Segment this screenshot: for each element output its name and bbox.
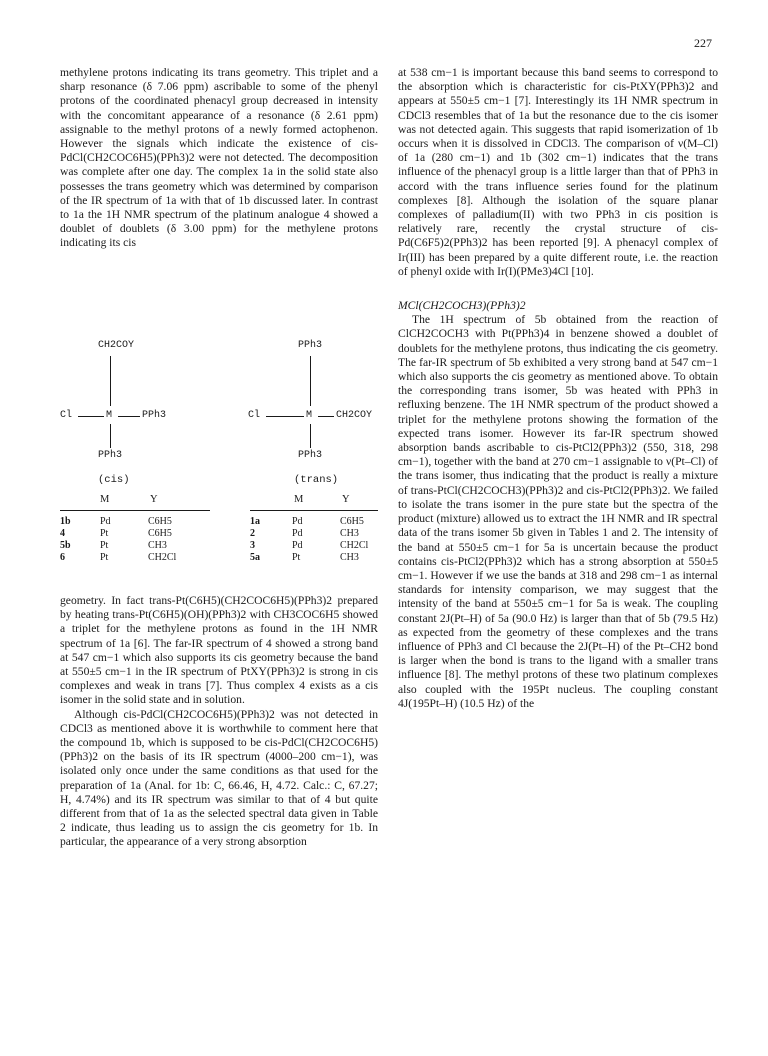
cis-row-1-id: 1b	[60, 516, 71, 527]
cis-metal: M	[106, 410, 113, 421]
section-heading: MCl(CH2COCH3)(PPh3)2	[398, 299, 526, 313]
cis-top-ligand: CH2COY	[98, 340, 135, 351]
cis-header-y: Y	[150, 494, 158, 505]
cis-row-2-m: Pt	[100, 528, 109, 539]
right-column	[398, 66, 718, 711]
trans-structure	[248, 340, 398, 460]
cis-row-4-id: 6	[60, 552, 65, 563]
trans-header-y: Y	[342, 494, 350, 505]
trans-right-ligand: CH2COY	[336, 410, 373, 421]
trans-bond-right	[318, 416, 334, 417]
trans-row-2-y: CH3	[340, 528, 359, 539]
cis-row-3-y: CH3	[148, 540, 167, 551]
cis-row-1-m: Pd	[100, 516, 111, 527]
trans-row-4-id: 5a	[250, 552, 260, 563]
trans-row-3-m: Pd	[292, 540, 303, 551]
cis-right-ligand: PPh3	[142, 410, 167, 421]
trans-row-1-y: C6H5	[340, 516, 364, 527]
trans-row-2-id: 2	[250, 528, 255, 539]
cis-row-2-id: 4	[60, 528, 65, 539]
left-paragraph-2: geometry. In fact trans-Pt(C6H5)(CH2COC6H5)(PPh3)2 prepared by heating trans-Pt(C6H5)(OH)(PPh3)2 with CH3COC6H5 showed a triplet for the methylene protons as found in the 1H NMR spectrum of 1a [6]. The far-IR spectrum of 4 showed a strong band at 547 cm−1 which also supports its cis geometry because the band at 550±5 cm−1 in the IR spectrum of PtXY(PPh3)2 is strong in cis complexes and weak in trans [7]. Thus complex 4 exists as a cis isomer in the solid state and in solution.	[60, 594, 378, 707]
trans-row-3-id: 3	[250, 540, 255, 551]
trans-bond-top	[310, 356, 311, 406]
trans-top-ligand: PPh3	[298, 340, 323, 351]
trans-row-4-y: CH3	[340, 552, 359, 563]
cis-row-4-m: Pt	[100, 552, 109, 563]
cis-bond-right	[118, 416, 140, 417]
trans-bond-left	[266, 416, 304, 417]
cis-table-rule	[60, 510, 210, 511]
left-paragraph-3: Although cis-PdCl(CH2COC6H5)(PPh3)2 was not detected in CDCl3 as mentioned above it is worthwhile to comment here that the compound 1b, which is supposed to be cis-PdCl(CH2COC6H5)(PPh3)2 on the basis of its IR spectrum (4000–200 cm−1), was isolated only once under the same conditions as that used for the preparation of 1a (Anal. for 1b: C, 66.46, H, 4.72. Calc.: C, 67.27; H, 4.74%) and its IR spectrum was similar to that of 4 but quite different from that of 1a as the selected spectral data given in Table 2 indicate, thus leading us to assign the cis geometry for 1b. In particular, the appearance of a very strong absorption	[60, 707, 378, 849]
trans-metal: M	[306, 410, 313, 421]
trans-table-rule	[250, 510, 378, 511]
cis-bond-left	[78, 416, 104, 417]
cis-left-ligand: Cl	[60, 410, 73, 421]
cis-caption: (cis)	[98, 474, 130, 486]
left-column	[60, 66, 378, 251]
trans-row-3-y: CH2Cl	[340, 540, 369, 551]
trans-row-2-m: Pd	[292, 528, 303, 539]
trans-left-ligand: Cl	[248, 410, 261, 421]
trans-row-4-m: Pt	[292, 552, 301, 563]
cis-row-3-m: Pt	[100, 540, 109, 551]
trans-caption: (trans)	[294, 474, 339, 486]
trans-bond-bottom	[310, 424, 311, 448]
trans-row-1-m: Pd	[292, 516, 303, 527]
cis-row-2-y: C6H5	[148, 528, 172, 539]
cis-row-4-y: CH2Cl	[148, 552, 177, 563]
cis-bond-top	[110, 356, 111, 406]
trans-row-1-id: 1a	[250, 516, 260, 527]
cis-row-1-y: C6H5	[148, 516, 172, 527]
trans-bottom-ligand: PPh3	[298, 450, 323, 461]
cis-bond-bottom	[110, 424, 111, 448]
left-paragraph-1: methylene protons indicating its trans geometry. This triplet and a sharp resonance (δ 7.06 ppm) ascribable to some of the phenyl protons of the coordinated phenacyl group decreased in intensity with the concomitant appearance of a resonance (δ 2.61 ppm) assignable to the methyl protons of a newly formed actophenon. However the signals which indicate the existence of cis-PdCl(CH2COC6H5)(PPh3)2 were not detected. The decomposition was complete after one day. The complex 1a in the solid state also possesses the trans geometry which was determined by comparison of the IR spectrum of 1a with that of 1b discussed later. In contrast to 1a the 1H NMR spectrum of the platinum analogue 4 showed a doublet of doublets (δ 3.00 ppm) for the methylene protons indicating its cis	[60, 66, 378, 250]
right-paragraph-2: The 1H spectrum of 5b obtained from the reaction of ClCH2COCH3 with Pt(PPh3)4 in benzene showed a doublet of doublets for the methylene protons, thus indicating the cis geometry. The far-IR spectrum of 5b exhibited a very strong band at 547 cm−1 which also supports the cis geometry as mentioned above. To obtain the corresponding trans isomer, 5b was heated with PPh3 in refluxing benzene. The 1H NMR spectrum of the product showed a triplet for the methylene protons showing the formation of the expected trans isomer. However its far-IR spectrum showed absorption bands ascribable to cis-PtCl2(PPh3)2 (550, 318, 298 cm−1), together with the band at 270 cm−1 assignable to ν(Pt–Cl) of the trans isomer, thus indicating that the product is really a mixture of trans-PtCl(CH2COCH3)(PPh3)2 and cis-PtCl2(PPh3)2. We failed to isolate the trans isomer in the pure state but the spectra of the product (mixture) allowed us to extract the 1H NMR and IR spectral data of the trans isomer 5b given in Tables 1 and 2. The intensity of the band at 550±5 cm−1 for 5a is uncertain because the product contains cis-PtCl2(PPh3)2 which has a strong absorption at 550±5 cm−1. However if we use the bands at 318 and 298 cm−1 as internal standards for intensity comparison, we may suggest that the intensity of the band at 550±5 cm−1 for 5a is weak. The coupling constant 2J(Pt–H) of 5a (90.0 Hz) is larger than that of 5b (79.5 Hz) as expected from the geometry of these complexes and the trans influence of PPh3 and Cl because the 2J(Pt–H) of the Pt–CH2 bond is larger when the bond is trans to the ligand with a smaller trans influence [8]. The methyl protons of these two platinum complexes also coupled with the 195Pt nucleus. The coupling constant 4J(195Pt–H) (10.5 Hz) of the	[398, 313, 718, 710]
trans-header-m: M	[294, 494, 304, 505]
cis-row-3-id: 5b	[60, 540, 71, 551]
cis-header-m: M	[100, 494, 110, 505]
cis-structure	[60, 340, 210, 460]
cis-bottom-ligand: PPh3	[98, 450, 123, 461]
right-paragraph-1: at 538 cm−1 is important because this band seems to correspond to the absorption which is characteristic for cis-PtXY(PPh3)2 and appears at 550±5 cm−1 [7]. Interestingly its 1H NMR spectrum in CDCl3 resembles that of 1a but the resonance due to the cis isomer was not detected again. This suggests that rapid isomerization of 1b occurs when it is dissolved in CDCl3. The comparison of ν(M–Cl) of 1a (280 cm−1) and 1b (302 cm−1) indicates that the trans influence of the phenacyl group is a little larger than that of PPh3 in accord with the trans influence series found for the platinum complexes [8]. Although the isolation of the square planar complexes of palladium(II) with two PPh3 in cis position is relatively rare, recently the crystal structure of cis-Pd(C6F5)2(PPh3)2 has been reported [9]. A phenacyl complex of Ir(III) has been prepared by a quite different route, i.e. the reaction of phenyl oxide with Ir(I)(PMe3)4Cl [10].	[398, 66, 718, 278]
page-number: 227	[694, 36, 712, 50]
left-column-lower	[60, 594, 378, 850]
structure-figure	[60, 340, 378, 570]
